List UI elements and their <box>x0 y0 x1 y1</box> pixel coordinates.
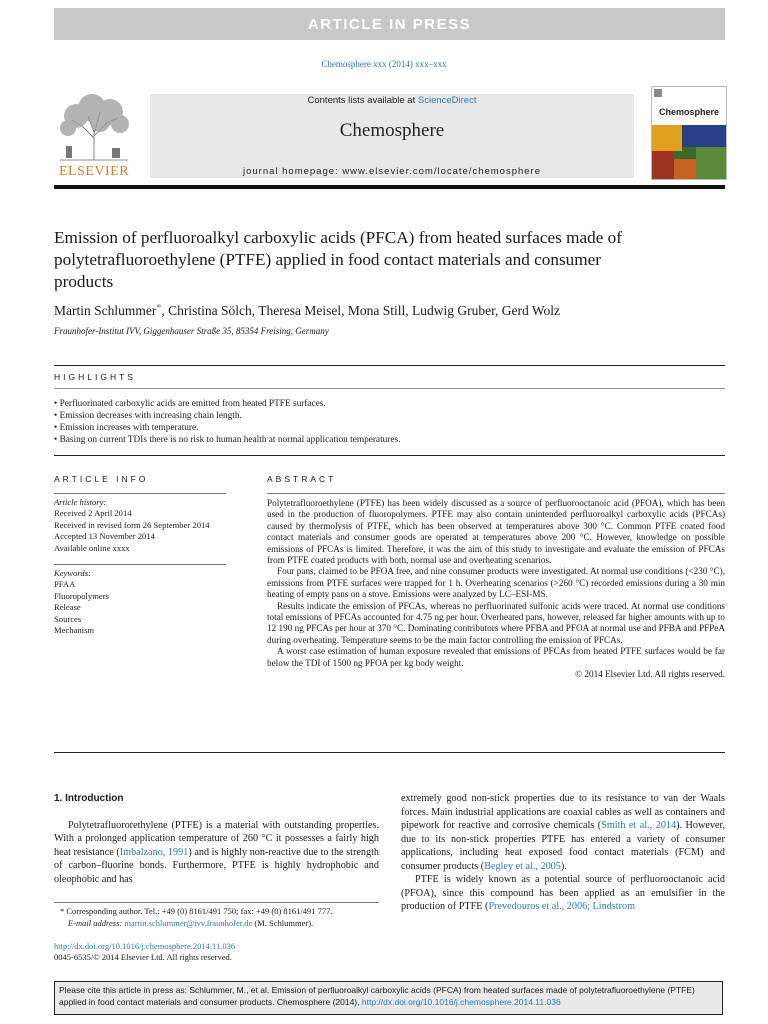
corresponding-author-star[interactable]: * <box>156 303 162 314</box>
article-title: Emission of perfluoroalkyl carboxylic acids (PFCA) from heated surfaces made of polytetrafluoroethylene (PTFE) applied in food contact materials and consumer products <box>54 228 622 291</box>
keyword: Mechanism <box>54 625 95 636</box>
history-entry: Received 2 April 2014 <box>54 508 132 519</box>
abstract-body <box>267 498 725 681</box>
journal-homepage[interactable]: journal homepage: www.elsevier.com/locate/chemosphere <box>242 166 542 177</box>
email-suffix: (M. Schlummer). <box>252 917 314 928</box>
elsevier-wordmark: ELSEVIER <box>58 164 130 179</box>
other-authors: , Christina Sölch, Theresa Meisel, Mona Still, Ludwig Gruber, Gerd Wolz <box>161 303 561 318</box>
citation-text: Please cite this article in press as: Schlummer, M., et al. Emission of perfluoroalkyl carboxylic acids (PFCA) from heated surfaces made of polytetrafluoroethylene (PTFE) applied in food contact materials and consumer products. Chemosphere (2014), <box>59 985 695 1007</box>
doi-link[interactable]: http://dx.doi.org/10.1016/j.chemosphere.2014.11.036 <box>54 941 236 951</box>
issn-copyright: 0045-6535/© 2014 Elsevier Ltd. All rights reserved. <box>54 952 232 962</box>
journal-name: Chemosphere <box>339 120 445 141</box>
intro-paragraph-1-cont <box>401 792 725 873</box>
abstract-bottom-rule <box>54 752 725 753</box>
sciencedirect-link[interactable]: ScienceDirect <box>417 95 477 106</box>
highlight-item: • Basing on current TDIs there is no risk to human health at normal application temperatures. <box>54 435 401 445</box>
keyword: Fluoropolymers <box>54 590 109 601</box>
keywords-rule <box>54 564 226 565</box>
ref-prevedouros[interactable]: Prevedouros et al., 2006; Lindstrom <box>488 901 636 912</box>
intro-text: ). <box>560 860 567 872</box>
email-line <box>60 918 385 930</box>
header-rule <box>54 185 725 189</box>
keyword: Release <box>54 602 81 613</box>
intro-text: ). However, due to its non-stick properties PTFE has entered a variety of consumer applications, including heat exposed food contact materials (FCM) and consumer products ( <box>401 820 725 872</box>
cover-title: Chemosphere <box>658 107 720 117</box>
ref-imbalzano[interactable]: Imbalzano, 1991 <box>119 846 189 858</box>
article-info-rule <box>54 493 226 494</box>
left-column <box>54 792 379 886</box>
abstract-paragraph: Four pans, claimed to be PFOA free, and nine consumer products were investigated. At normal use conditions (<230 °C), emissions from PTFE surfaces were trapped for 1 h. Overheating scenarios (>260 °C) recorded emissions during a 30 min heating of empty pans on a stove. Emissions were analyzed by LC–ESI-MS. <box>267 566 725 600</box>
first-author[interactable]: Martin Schlummer <box>54 303 157 318</box>
history-label: Article history: <box>54 497 107 507</box>
article-info-heading: ARTICLE INFO <box>54 474 149 484</box>
keyword: Sources <box>54 613 82 624</box>
citation-doi-link[interactable]: http://dx.doi.org/10.1016/j.chemosphere.2014.11.036 <box>361 997 561 1007</box>
footnote-contact: Corresponding author. Tel.: +49 (0) 8161/491 750; fax: +49 (0) 8161/491 777. <box>66 906 333 916</box>
cover-artwork <box>652 125 726 179</box>
highlights-list <box>54 398 725 446</box>
footnote <box>60 906 385 929</box>
highlight-item: • Emission increases with temperature. <box>54 423 199 433</box>
intro-text: Polytetrafluororethylene (PTFE) is a material with outstanding properties. With a prolonged application temperature of 260 °C it possesses a fairly high heat resistance ( <box>54 819 379 858</box>
intro-paragraph-1 <box>54 819 379 887</box>
highlights-sub-rule <box>54 388 725 389</box>
abstract-rule <box>267 493 725 494</box>
journal-cover-thumbnail[interactable] <box>651 86 727 180</box>
cover-publisher-mark <box>654 89 662 97</box>
email-label: E-mail address: <box>68 917 125 928</box>
history-entry: Available online xxxx <box>54 542 130 553</box>
journal-reference-link[interactable]: Chemosphere xxx (2014) xxx–xxx <box>321 59 447 69</box>
contents-availability <box>150 95 634 106</box>
footnote-star: * <box>60 906 65 916</box>
highlight-item: • Emission decreases with increasing chain length. <box>54 411 242 421</box>
intro-paragraph-2 <box>401 873 725 914</box>
intro-text: extremely good non-stick properties due to its resistance to van der Waals forces. Main industrial applications are coaxial cables as well as containers and pipework for reactive and corrosive chemicals ( <box>401 793 725 831</box>
abstract-paragraph: Polytetrafluoroethylene (PTFE) has been widely discussed as a source of perfluorooctanoic acid (PFOA), which has been used in the production of fluoropolymers. PTFE may also contain unintended perfluoroalkyl carboxylic acids (PFCAs) caused by thermolysis of PTFE, which has been observed at temperatures above 300 °C. Common PTFE coated food contact materials and consumer goods are operated at temperatures above 200 °C. However, knowledge on possible emissions of PFCAs is limited. Therefore, it was the aim of this study to investigate and evaluate the emission of PFCAs from PTFE coated products with both, normal use and overheating scenarios. <box>267 498 725 566</box>
ref-smith[interactable]: Smith et al., 2014 <box>601 820 677 831</box>
history-entry: Accepted 13 November 2014 <box>54 531 155 542</box>
highlight-item: • Perfluorinated carboxylic acids are emitted from heated PTFE surfaces. <box>54 399 326 409</box>
footnote-rule <box>54 902 379 903</box>
highlights-bottom-rule <box>54 455 725 456</box>
keyword: PFAA <box>54 579 76 590</box>
highlights-heading: HIGHLIGHTS <box>54 372 136 382</box>
contents-prefix: Contents lists available at <box>307 95 418 106</box>
abstract-paragraph: A worst case estimation of human exposure revealed that emissions of PFCAs from heated PTFE surfaces would be far below the TDI of 1500 ng PFOA per kg body weight. <box>267 646 725 668</box>
abstract-heading: ABSTRACT <box>267 474 337 484</box>
abstract-paragraph: Results indicate the emission of PFCAs, whereas no perfluorinated sulfonic acids were traced. At normal use conditions total emissions of PFCAs accounted for 4.75 ng per hour. Overheated pans, however, released far higher amounts with up to 12 190 ng PFCAs per hour at 370 °C. Dominating contributors where PFBA and PFOA at normal use and PFBA and PFPeA during overheating. Temperature seems to be the main factor controlling the emission of PFCAs. <box>267 600 725 645</box>
article-in-press-banner: ARTICLE IN PRESS <box>54 8 725 40</box>
highlights-top-rule <box>54 365 725 366</box>
author-list <box>54 303 725 319</box>
intro-text: ) and is highly non-reactive due to the strength of carbon–fluorine bonds. Furthermore, PTFE is highly hydrophobic and oleophobic and has <box>54 846 379 885</box>
intro-text: PTFE is widely known as a potential source of perfluorooctanoic acid (PFOA), since this compound has been applied as an emulsifier in the production of PTFE ( <box>401 874 725 912</box>
corresponding-author-note <box>60 906 385 918</box>
affiliation: Fraunhofer-Institut IVV, Giggenhauser Straße 35, 85354 Freising, Germany <box>54 326 329 336</box>
ref-begley[interactable]: Begley et al., 2005 <box>484 860 561 872</box>
keywords-label: Keywords: <box>54 568 91 578</box>
keywords-block <box>54 568 254 636</box>
history-entry: Received in revised form 26 September 2014 <box>54 519 210 530</box>
email-link[interactable]: martin.schlummer@ivv.fraunhofer.de <box>124 917 253 928</box>
abstract-copyright: © 2014 Elsevier Ltd. All rights reserved. <box>575 669 725 680</box>
introduction-heading: 1. Introduction <box>54 793 124 804</box>
article-history <box>54 497 254 554</box>
citation-box <box>54 981 723 1015</box>
right-column <box>401 792 725 914</box>
